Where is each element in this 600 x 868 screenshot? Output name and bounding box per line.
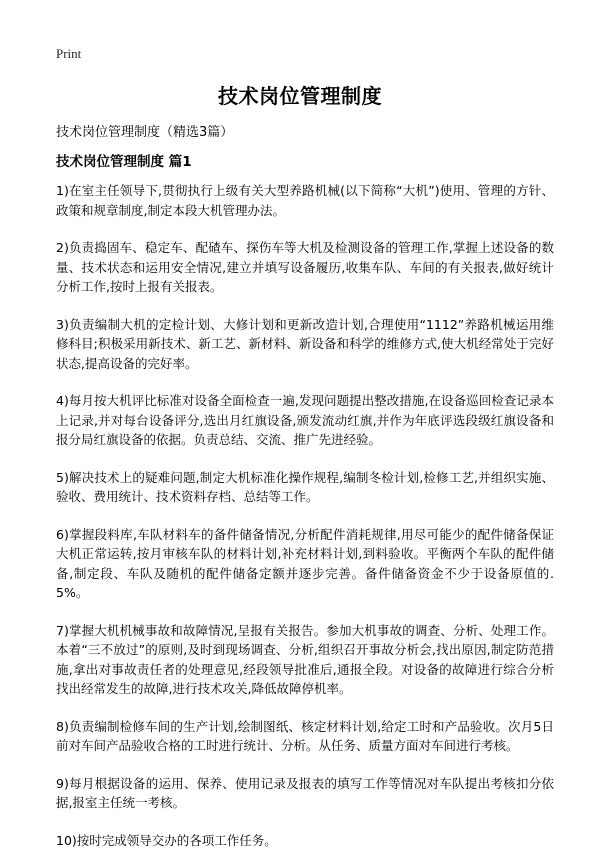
document-subtitle: 技术岗位管理制度（精选3篇）	[56, 125, 234, 140]
list-item: 3)负责编制大机的定检计划、大修计划和更新改造计划,合理使用“1112”养路机械运用维修科目;积极采用新技术、新工艺、新材料、新设备和科学的维修方式,使大机经常处于完好状态,提高设备的完好率。	[56, 316, 554, 371]
section-heading: 技术岗位管理制度 篇1	[56, 154, 192, 170]
list-item: 9)每月根据设备的运用、保养、使用记录及报表的填写工作等情况对车队提出考核扣分依据,报室主任统一考核。	[56, 775, 554, 810]
list-item: 1)在室主任领导下,贯彻执行上级有关大型养路机械(以下简称“大机”)使用、管理的方针、政策和规章制度,制定本段大机管理办法。	[56, 183, 554, 218]
list-item: 10)按时完成领导交办的各项工作任务。	[56, 832, 277, 848]
responsibility-list	[56, 181, 554, 868]
print-link[interactable]: Print	[56, 46, 82, 61]
list-item: 7)掌握大机机械事故和故障情况,呈报有关报告。参加大机事故的调查、分析、处理工作。本着“三不放过”的原则,及时到现场调查、分析,组织召开事故分析会,找出原因,制定防范措施,拿出对事故责任者的处理意见,经段领导批准后,通报全段。对设备的故障进行综合分析找出经常发生的故障,进行技术攻关,降低故障停机率。	[56, 622, 554, 696]
list-item: 4)每月按大机评比标准对设备全面检查一遍,发现问题提出整改措施,在设备巡回检查记录本上记录,并对每台设备评分,选出月红旗设备,颁发流动红旗,并作为年底评选段级红旗设备和报分局红旗设备的依据。负责总结、交流、推广先进经验。	[56, 393, 554, 447]
list-item: 8)负责编制检修车间的生产计划,绘制图纸、核定材料计划,给定工时和产品验收。次月5日前对车间产品验收合格的工时进行统计、分析。从任务、质量方面对车间进行考核。	[56, 718, 554, 753]
document-title: 技术岗位管理制度	[218, 84, 382, 108]
list-item: 5)解决技术上的疑难问题,制定大机标准化操作规程,编制冬检计划,检修工艺,并组织实施、验收、费用统计、技术资料存档、总结等工作。	[56, 469, 554, 504]
list-item: 6)掌握段料库,车队材料车的备件储备情况,分析配件消耗规律,用尽可能少的配件储备保证大机正常运转,按月审核车队的材料计划,补充材料计划,到料验收。平衡两个车队的配件储备,制定段、车队及随机的配件储备定额并逐步完善。备件储备资金不少于设备原值的.5%。	[56, 526, 555, 600]
list-item: 2)负责捣固车、稳定车、配碴车、探伤车等大机及检测设备的管理工作,掌握上述设备的数量、技术状态和运用安全情况,建立并填写设备履历,收集车队、车间的有关报表,做好统计分析工作,按时上报有关报表。	[56, 240, 554, 294]
